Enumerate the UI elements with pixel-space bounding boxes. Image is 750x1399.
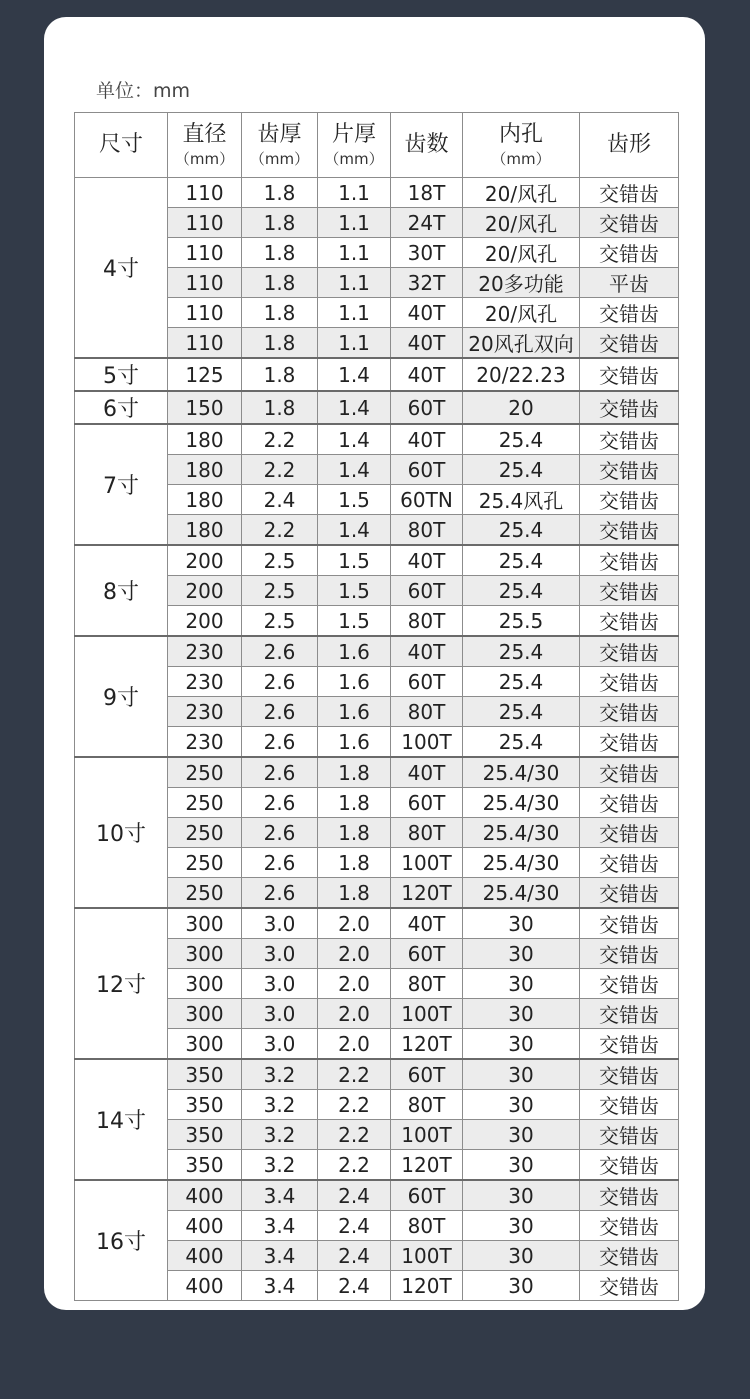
tooth-thickness-cell: 2.6: [242, 788, 318, 818]
plate-thickness-cell: 1.1: [318, 178, 391, 208]
tooth-thickness-cell: 3.4: [242, 1180, 318, 1211]
bore-cell: 20多功能: [463, 268, 580, 298]
size-cell: 16寸: [75, 1180, 168, 1301]
plate-thickness-cell: 1.1: [318, 268, 391, 298]
table-row: [75, 178, 679, 208]
tooth-shape-cell: 交错齿: [580, 1150, 679, 1181]
size-cell: 10寸: [75, 757, 168, 908]
header-diameter: 直径 （mm）: [168, 113, 242, 178]
bore-cell: 25.4: [463, 697, 580, 727]
tooth-count-cell: 60T: [391, 788, 463, 818]
tooth-thickness-cell: 1.8: [242, 178, 318, 208]
tooth-thickness-cell: 2.2: [242, 424, 318, 455]
diameter-cell: 110: [168, 238, 242, 268]
diameter-cell: 180: [168, 485, 242, 515]
tooth-thickness-cell: 3.2: [242, 1150, 318, 1181]
plate-thickness-cell: 1.6: [318, 667, 391, 697]
tooth-count-cell: 60TN: [391, 485, 463, 515]
tooth-shape-cell: 交错齿: [580, 485, 679, 515]
bore-cell: 25.5: [463, 606, 580, 637]
tooth-count-cell: 60T: [391, 391, 463, 424]
plate-thickness-cell: 2.2: [318, 1150, 391, 1181]
tooth-thickness-cell: 1.8: [242, 238, 318, 268]
plate-thickness-cell: 1.8: [318, 757, 391, 788]
bore-cell: 30: [463, 939, 580, 969]
plate-thickness-cell: 1.5: [318, 576, 391, 606]
tooth-thickness-cell: 3.0: [242, 999, 318, 1029]
tooth-count-cell: 24T: [391, 208, 463, 238]
table-row: [75, 545, 679, 576]
tooth-count-cell: 120T: [391, 878, 463, 909]
diameter-cell: 150: [168, 391, 242, 424]
tooth-count-cell: 100T: [391, 848, 463, 878]
header-bore: 内孔 （mm）: [463, 113, 580, 178]
bore-cell: 30: [463, 1211, 580, 1241]
tooth-shape-cell: 交错齿: [580, 818, 679, 848]
tooth-shape-cell: 交错齿: [580, 606, 679, 637]
diameter-cell: 200: [168, 545, 242, 576]
diameter-cell: 400: [168, 1180, 242, 1211]
tooth-shape-cell: 交错齿: [580, 788, 679, 818]
diameter-cell: 350: [168, 1150, 242, 1181]
diameter-cell: 110: [168, 268, 242, 298]
diameter-cell: 350: [168, 1059, 242, 1090]
tooth-thickness-cell: 3.0: [242, 908, 318, 939]
tooth-shape-cell: 交错齿: [580, 1211, 679, 1241]
plate-thickness-cell: 2.2: [318, 1120, 391, 1150]
tooth-count-cell: 40T: [391, 545, 463, 576]
tooth-thickness-cell: 1.8: [242, 328, 318, 359]
tooth-thickness-cell: 2.6: [242, 697, 318, 727]
plate-thickness-cell: 1.1: [318, 328, 391, 359]
bore-cell: 30: [463, 969, 580, 999]
tooth-shape-cell: 交错齿: [580, 848, 679, 878]
tooth-count-cell: 40T: [391, 328, 463, 359]
plate-thickness-cell: 2.0: [318, 969, 391, 999]
tooth-count-cell: 40T: [391, 298, 463, 328]
bore-cell: 25.4风孔: [463, 485, 580, 515]
tooth-thickness-cell: 3.4: [242, 1211, 318, 1241]
bore-cell: 25.4: [463, 636, 580, 667]
tooth-shape-cell: 交错齿: [580, 636, 679, 667]
tooth-shape-cell: 交错齿: [580, 757, 679, 788]
tooth-shape-cell: 交错齿: [580, 1180, 679, 1211]
plate-thickness-cell: 1.4: [318, 455, 391, 485]
tooth-count-cell: 60T: [391, 576, 463, 606]
bore-cell: 20/风孔: [463, 298, 580, 328]
tooth-thickness-cell: 3.2: [242, 1090, 318, 1120]
bore-cell: 25.4: [463, 545, 580, 576]
tooth-thickness-cell: 2.2: [242, 455, 318, 485]
diameter-cell: 230: [168, 636, 242, 667]
plate-thickness-cell: 2.0: [318, 939, 391, 969]
tooth-shape-cell: 交错齿: [580, 727, 679, 758]
size-cell: 5寸: [75, 358, 168, 391]
bore-cell: 20风孔双向: [463, 328, 580, 359]
bore-cell: 30: [463, 1180, 580, 1211]
tooth-thickness-cell: 1.8: [242, 391, 318, 424]
diameter-cell: 300: [168, 969, 242, 999]
tooth-shape-cell: 交错齿: [580, 697, 679, 727]
plate-thickness-cell: 1.4: [318, 515, 391, 546]
tooth-shape-cell: 交错齿: [580, 576, 679, 606]
tooth-thickness-cell: 2.6: [242, 727, 318, 758]
tooth-count-cell: 60T: [391, 1059, 463, 1090]
tooth-count-cell: 120T: [391, 1029, 463, 1060]
tooth-shape-cell: 交错齿: [580, 358, 679, 391]
bore-cell: 20/风孔: [463, 208, 580, 238]
diameter-cell: 250: [168, 788, 242, 818]
header-tooth-thickness: 齿厚 （mm）: [242, 113, 318, 178]
diameter-cell: 350: [168, 1120, 242, 1150]
plate-thickness-cell: 1.6: [318, 727, 391, 758]
tooth-thickness-cell: 2.5: [242, 545, 318, 576]
diameter-cell: 200: [168, 606, 242, 637]
diameter-cell: 230: [168, 667, 242, 697]
tooth-thickness-cell: 3.4: [242, 1271, 318, 1301]
tooth-count-cell: 18T: [391, 178, 463, 208]
tooth-count-cell: 80T: [391, 515, 463, 546]
tooth-count-cell: 60T: [391, 1180, 463, 1211]
tooth-thickness-cell: 1.8: [242, 298, 318, 328]
plate-thickness-cell: 1.5: [318, 606, 391, 637]
diameter-cell: 110: [168, 208, 242, 238]
tooth-count-cell: 40T: [391, 424, 463, 455]
table-row: [75, 636, 679, 667]
plate-thickness-cell: 2.0: [318, 999, 391, 1029]
tooth-thickness-cell: 2.2: [242, 515, 318, 546]
diameter-cell: 250: [168, 848, 242, 878]
bore-cell: 25.4/30: [463, 757, 580, 788]
tooth-shape-cell: 交错齿: [580, 1029, 679, 1060]
bore-cell: 30: [463, 1150, 580, 1181]
bore-cell: 30: [463, 999, 580, 1029]
bore-cell: 25.4: [463, 667, 580, 697]
plate-thickness-cell: 1.8: [318, 848, 391, 878]
diameter-cell: 300: [168, 1029, 242, 1060]
bore-cell: 30: [463, 1120, 580, 1150]
plate-thickness-cell: 1.5: [318, 545, 391, 576]
tooth-count-cell: 80T: [391, 969, 463, 999]
plate-thickness-cell: 1.6: [318, 697, 391, 727]
bore-cell: 30: [463, 1271, 580, 1301]
plate-thickness-cell: 1.8: [318, 878, 391, 909]
tooth-thickness-cell: 3.0: [242, 969, 318, 999]
bore-cell: 25.4/30: [463, 818, 580, 848]
size-cell: 6寸: [75, 391, 168, 424]
tooth-thickness-cell: 2.6: [242, 878, 318, 909]
diameter-cell: 300: [168, 939, 242, 969]
bore-cell: 25.4/30: [463, 788, 580, 818]
diameter-cell: 350: [168, 1090, 242, 1120]
tooth-shape-cell: 交错齿: [580, 424, 679, 455]
bore-cell: 25.4: [463, 515, 580, 546]
header-size: 尺寸: [75, 113, 168, 178]
tooth-shape-cell: 交错齿: [580, 545, 679, 576]
tooth-thickness-cell: 3.2: [242, 1059, 318, 1090]
tooth-thickness-cell: 2.5: [242, 606, 318, 637]
plate-thickness-cell: 1.4: [318, 424, 391, 455]
tooth-count-cell: 80T: [391, 818, 463, 848]
tooth-count-cell: 100T: [391, 727, 463, 758]
diameter-cell: 250: [168, 818, 242, 848]
plate-thickness-cell: 1.5: [318, 485, 391, 515]
bore-cell: 25.4: [463, 576, 580, 606]
plate-thickness-cell: 2.0: [318, 908, 391, 939]
bore-cell: 20/22.23: [463, 358, 580, 391]
bore-cell: 30: [463, 1090, 580, 1120]
tooth-shape-cell: 交错齿: [580, 667, 679, 697]
tooth-count-cell: 40T: [391, 908, 463, 939]
diameter-cell: 110: [168, 298, 242, 328]
header-row: [75, 113, 679, 178]
diameter-cell: 400: [168, 1211, 242, 1241]
header-tooth-count: 齿数: [391, 113, 463, 178]
tooth-shape-cell: 交错齿: [580, 391, 679, 424]
diameter-cell: 400: [168, 1241, 242, 1271]
tooth-thickness-cell: 1.8: [242, 208, 318, 238]
tooth-thickness-cell: 2.6: [242, 636, 318, 667]
diameter-cell: 180: [168, 515, 242, 546]
saw-blade-spec-table: [74, 112, 679, 1301]
bore-cell: 30: [463, 1059, 580, 1090]
plate-thickness-cell: 2.4: [318, 1241, 391, 1271]
diameter-cell: 230: [168, 697, 242, 727]
tooth-shape-cell: 交错齿: [580, 1120, 679, 1150]
bore-cell: 30: [463, 908, 580, 939]
tooth-count-cell: 80T: [391, 1090, 463, 1120]
tooth-thickness-cell: 2.6: [242, 848, 318, 878]
table-row: [75, 1180, 679, 1211]
tooth-count-cell: 120T: [391, 1150, 463, 1181]
tooth-thickness-cell: 2.4: [242, 485, 318, 515]
plate-thickness-cell: 1.4: [318, 358, 391, 391]
tooth-shape-cell: 平齿: [580, 268, 679, 298]
tooth-shape-cell: 交错齿: [580, 238, 679, 268]
table-row: [75, 1059, 679, 1090]
tooth-shape-cell: 交错齿: [580, 1059, 679, 1090]
tooth-shape-cell: 交错齿: [580, 969, 679, 999]
tooth-count-cell: 60T: [391, 939, 463, 969]
tooth-shape-cell: 交错齿: [580, 328, 679, 359]
plate-thickness-cell: 2.4: [318, 1271, 391, 1301]
tooth-count-cell: 32T: [391, 268, 463, 298]
table-row: [75, 391, 679, 424]
size-cell: 8寸: [75, 545, 168, 636]
tooth-count-cell: 100T: [391, 1241, 463, 1271]
header-plate-thickness: 片厚 （mm）: [318, 113, 391, 178]
tooth-shape-cell: 交错齿: [580, 1090, 679, 1120]
tooth-count-cell: 100T: [391, 1120, 463, 1150]
size-cell: 4寸: [75, 178, 168, 359]
tooth-count-cell: 80T: [391, 606, 463, 637]
tooth-shape-cell: 交错齿: [580, 515, 679, 546]
tooth-thickness-cell: 2.6: [242, 818, 318, 848]
tooth-count-cell: 40T: [391, 636, 463, 667]
plate-thickness-cell: 2.2: [318, 1059, 391, 1090]
plate-thickness-cell: 2.0: [318, 1029, 391, 1060]
plate-thickness-cell: 2.2: [318, 1090, 391, 1120]
size-cell: 7寸: [75, 424, 168, 545]
diameter-cell: 300: [168, 999, 242, 1029]
tooth-thickness-cell: 3.4: [242, 1241, 318, 1271]
plate-thickness-cell: 1.1: [318, 298, 391, 328]
bore-cell: 25.4: [463, 455, 580, 485]
tooth-thickness-cell: 2.5: [242, 576, 318, 606]
tooth-count-cell: 100T: [391, 999, 463, 1029]
table-row: [75, 757, 679, 788]
diameter-cell: 125: [168, 358, 242, 391]
tooth-count-cell: 40T: [391, 757, 463, 788]
diameter-cell: 200: [168, 576, 242, 606]
bore-cell: 30: [463, 1241, 580, 1271]
plate-thickness-cell: 1.8: [318, 788, 391, 818]
plate-thickness-cell: 2.4: [318, 1180, 391, 1211]
tooth-shape-cell: 交错齿: [580, 878, 679, 909]
size-cell: 9寸: [75, 636, 168, 757]
tooth-thickness-cell: 2.6: [242, 757, 318, 788]
tooth-shape-cell: 交错齿: [580, 208, 679, 238]
tooth-thickness-cell: 3.0: [242, 939, 318, 969]
unit-label: 单位：mm: [96, 80, 191, 102]
diameter-cell: 300: [168, 908, 242, 939]
tooth-thickness-cell: 2.6: [242, 667, 318, 697]
tooth-shape-cell: 交错齿: [580, 178, 679, 208]
tooth-shape-cell: 交错齿: [580, 455, 679, 485]
plate-thickness-cell: 1.1: [318, 208, 391, 238]
plate-thickness-cell: 2.4: [318, 1211, 391, 1241]
table-row: [75, 908, 679, 939]
tooth-count-cell: 60T: [391, 667, 463, 697]
bore-cell: 20/风孔: [463, 238, 580, 268]
tooth-shape-cell: 交错齿: [580, 999, 679, 1029]
size-cell: 14寸: [75, 1059, 168, 1180]
plate-thickness-cell: 1.8: [318, 818, 391, 848]
size-cell: 12寸: [75, 908, 168, 1059]
table-row: [75, 358, 679, 391]
diameter-cell: 250: [168, 757, 242, 788]
diameter-cell: 230: [168, 727, 242, 758]
bore-cell: 30: [463, 1029, 580, 1060]
diameter-cell: 180: [168, 424, 242, 455]
tooth-count-cell: 30T: [391, 238, 463, 268]
plate-thickness-cell: 1.6: [318, 636, 391, 667]
diameter-cell: 180: [168, 455, 242, 485]
tooth-count-cell: 80T: [391, 697, 463, 727]
bore-cell: 25.4: [463, 727, 580, 758]
tooth-thickness-cell: 3.0: [242, 1029, 318, 1060]
plate-thickness-cell: 1.1: [318, 238, 391, 268]
tooth-shape-cell: 交错齿: [580, 939, 679, 969]
tooth-shape-cell: 交错齿: [580, 1241, 679, 1271]
tooth-shape-cell: 交错齿: [580, 908, 679, 939]
bore-cell: 25.4/30: [463, 848, 580, 878]
tooth-shape-cell: 交错齿: [580, 1271, 679, 1301]
bore-cell: 25.4/30: [463, 878, 580, 909]
tooth-thickness-cell: 3.2: [242, 1120, 318, 1150]
bore-cell: 20: [463, 391, 580, 424]
table-body: [75, 178, 679, 1301]
table-row: [75, 424, 679, 455]
diameter-cell: 250: [168, 878, 242, 909]
tooth-count-cell: 120T: [391, 1271, 463, 1301]
diameter-cell: 110: [168, 178, 242, 208]
header-tooth-shape: 齿形: [580, 113, 679, 178]
tooth-shape-cell: 交错齿: [580, 298, 679, 328]
tooth-thickness-cell: 1.8: [242, 358, 318, 391]
plate-thickness-cell: 1.4: [318, 391, 391, 424]
bore-cell: 20/风孔: [463, 178, 580, 208]
bore-cell: 25.4: [463, 424, 580, 455]
tooth-thickness-cell: 1.8: [242, 268, 318, 298]
diameter-cell: 400: [168, 1271, 242, 1301]
tooth-count-cell: 40T: [391, 358, 463, 391]
tooth-count-cell: 60T: [391, 455, 463, 485]
tooth-count-cell: 80T: [391, 1211, 463, 1241]
diameter-cell: 110: [168, 328, 242, 359]
